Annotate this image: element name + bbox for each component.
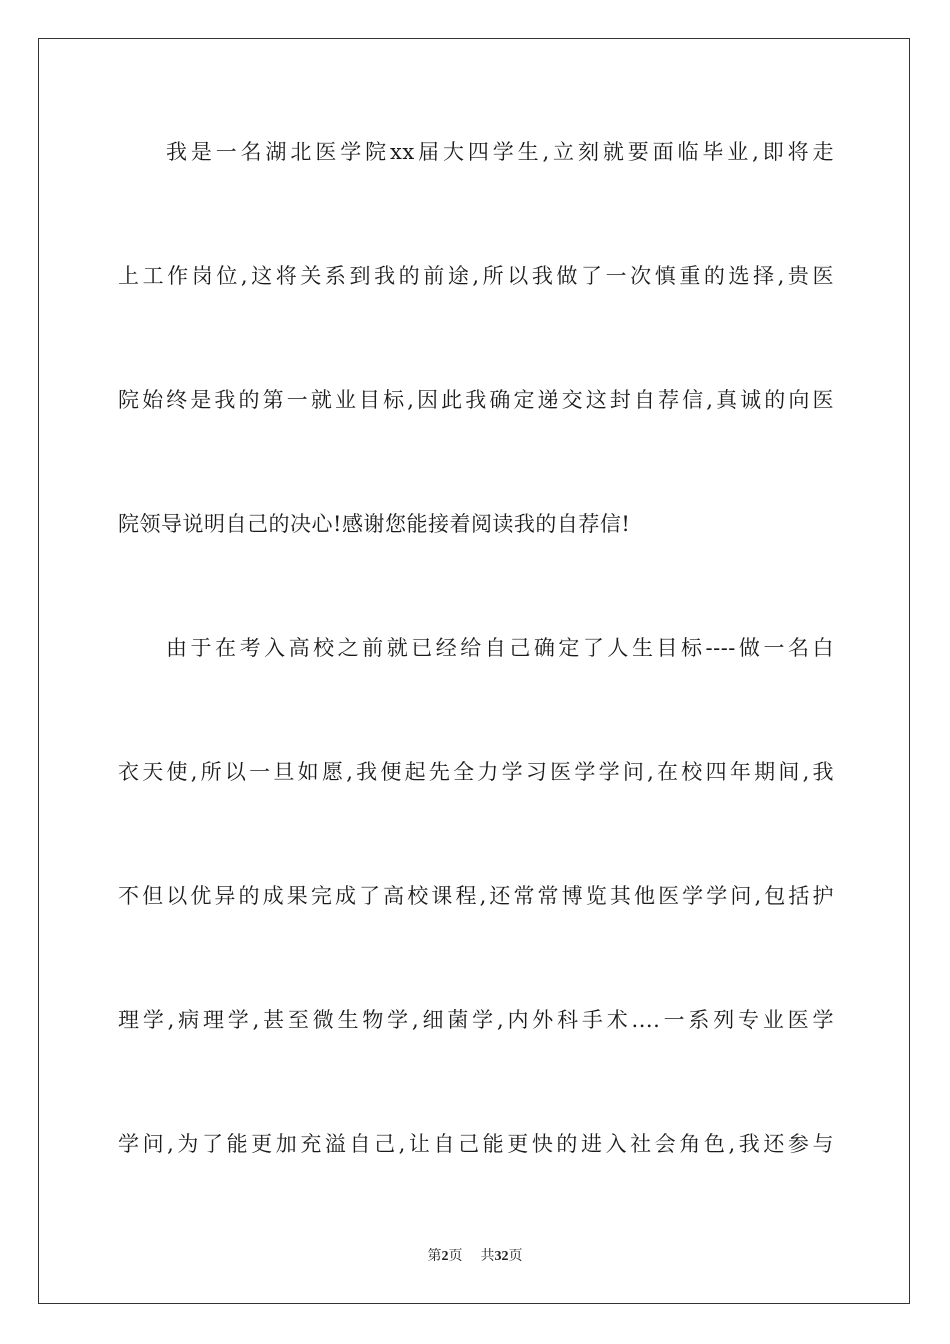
page-suffix: 页 xyxy=(448,1248,463,1264)
page-number: 2 xyxy=(441,1249,449,1264)
paragraph-2-line-2: 衣天使,所以一旦如愿,我便起先全力学习医学学问,在校四年期间,我 xyxy=(118,760,834,784)
total-pages: 32 xyxy=(494,1249,509,1264)
total-suffix: 页 xyxy=(508,1248,523,1264)
page-footer xyxy=(0,1246,950,1267)
page-border xyxy=(38,38,910,1304)
paragraph-1-line-3: 院始终是我的第一就业目标,因此我确定递交这封自荐信,真诚的向医 xyxy=(118,388,834,412)
paragraph-2-line-1: 由于在考入高校之前就已经给自己确定了人生目标----做一名白 xyxy=(166,636,834,660)
page-prefix: 第 xyxy=(427,1248,442,1264)
paragraph-1-line-1: 我是一名湖北医学院xx届大四学生,立刻就要面临毕业,即将走 xyxy=(166,140,834,164)
total-prefix: 共 xyxy=(480,1248,495,1264)
paragraph-2-line-3: 不但以优异的成果完成了高校课程,还常常博览其他医学学问,包括护 xyxy=(118,884,834,908)
paragraph-1-line-4: 院领导说明自己的决心!感谢您能接着阅读我的自荐信! xyxy=(118,512,631,536)
paragraph-2-line-5: 学问,为了能更加充溢自己,让自己能更快的进入社会角色,我还参与 xyxy=(118,1132,834,1156)
paragraph-2-line-4: 理学,病理学,甚至微生物学,细菌学,内外科手术....一系列专业医学 xyxy=(118,1008,834,1032)
paragraph-1-line-2: 上工作岗位,这将关系到我的前途,所以我做了一次慎重的选择,贵医 xyxy=(118,264,834,288)
